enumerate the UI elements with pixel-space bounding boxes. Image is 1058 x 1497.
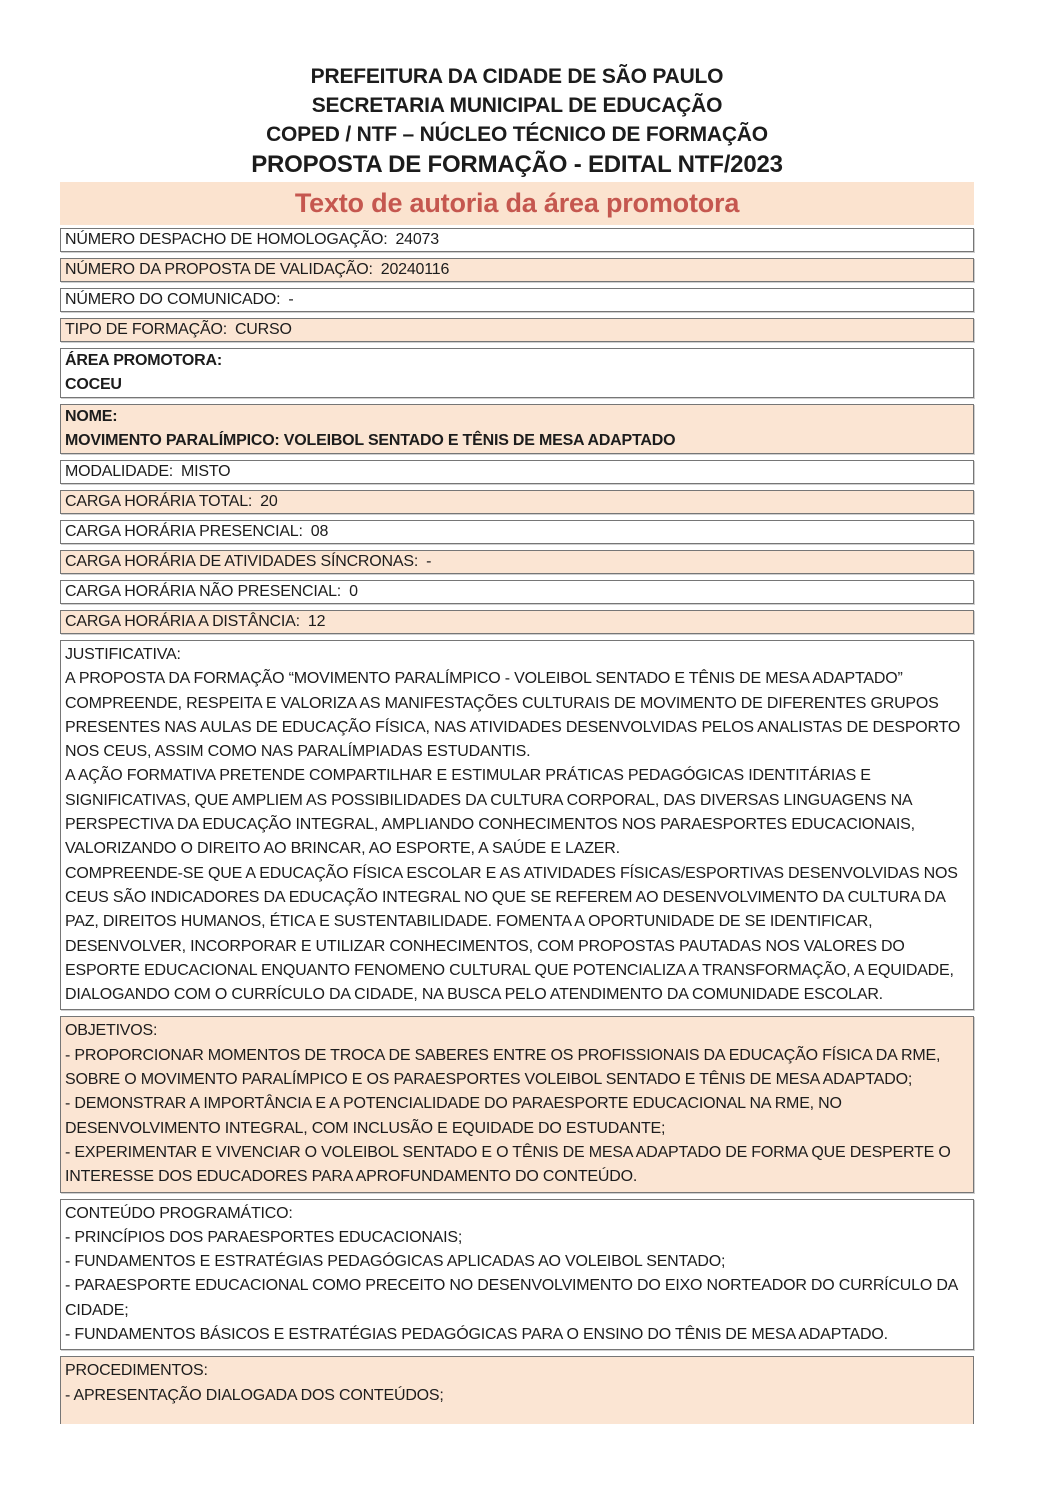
section-title: JUSTIFICATIVA: bbox=[65, 646, 181, 663]
field-value: COCEU bbox=[65, 376, 122, 393]
conteudo-item-2: - FUNDAMENTOS E ESTRATÉGIAS PEDAGÓGICAS APLICADAS AO VOLEIBOL SENTADO; bbox=[65, 1253, 726, 1271]
field-row-carga-horaria-sincronas bbox=[60, 550, 974, 574]
field-row-area-promotora bbox=[60, 348, 974, 398]
procedimento-item-1: - APRESENTAÇÃO DIALOGADA DOS CONTEÚDOS; bbox=[65, 1386, 444, 1404]
justificativa-paragraph-3: COMPREENDE-SE QUE A EDUCAÇÃO FÍSICA ESCOLAR E AS ATIVIDADES FÍSICAS/ESPORTIVAS DESENVOLVIDAS NOS CEUS SÃO INDICADORES DA EDUCAÇÃO INTEGRAL NO QUE SE REFEREM AO DESENVOLVIMENTO DA CULTURA DA PAZ, DIREITOS HUMANOS, ÉTICA E SUSTENTABILIDADE. FOMENTA A OPORTUNIDADE DE SE IDENTIFICAR, DESENVOLVER, INCORPORAR E UTILIZAR CONHECIMENTOS, COM PROPOSTAS PAUTADAS NOS VALORES DO ESPORTE EDUCACIONAL ENQUANTO FENOMENO CULTURAL QUE POTENCIALIZA A TRANSFORMAÇÃO, A EQUIDADE, DIALOGANDO COM O CURRÍCULO DA CIDADE, NA BUSCA PELO ATENDIMENTO DA COMUNIDADE ESCOLAR. bbox=[65, 864, 958, 1004]
conteudo-item-1: - PRINCÍPIOS DOS PARAESPORTES EDUCACIONAIS; bbox=[65, 1228, 463, 1246]
objetivo-item-2: - DEMONSTRAR A IMPORTÂNCIA E A POTENCIALIDADE DO PARAESPORTE EDUCACIONAL NA RME, NO DESENVOLVIMENTO INTEGRAL, COM INCLUSÃO E EQUIDADE DO ESTUDANTE; bbox=[65, 1095, 842, 1137]
field-value: - bbox=[288, 291, 294, 308]
field-label: ÁREA PROMOTORA: bbox=[65, 352, 223, 369]
field-row-carga-horaria-nao-presencial bbox=[60, 580, 974, 604]
objetivo-item-1: - PROPORCIONAR MOMENTOS DE TROCA DE SABERES ENTRE OS PROFISSIONAIS DA EDUCAÇÃO FÍSICA DA RME, SOBRE O MOVIMENTO PARALÍMPICO E OS PARAESPORTES VOLEIBOL SENTADO E TÊNIS DE MESA ADAPTADO; bbox=[65, 1046, 941, 1089]
field-value: 20 bbox=[260, 493, 278, 510]
section-title: PROCEDIMENTOS: bbox=[65, 1362, 208, 1380]
field-row-numero-proposta bbox=[60, 258, 974, 282]
field-label: MODALIDADE: bbox=[65, 463, 174, 480]
field-value: 12 bbox=[307, 613, 326, 630]
field-label: NÚMERO DO COMUNICADO: bbox=[65, 291, 281, 308]
field-value: CURSO bbox=[234, 321, 292, 338]
authorship-banner: Texto de autoria da área promotora bbox=[60, 182, 974, 225]
field-value: 24073 bbox=[395, 231, 439, 248]
field-row-tipo-formacao bbox=[60, 318, 974, 342]
field-value: 0 bbox=[349, 583, 358, 600]
conteudo-item-3: - PARAESPORTE EDUCACIONAL COMO PRECEITO NO DESENVOLVIMENTO DO EIXO NORTEADOR DO CURRÍCULO DA CIDADE; bbox=[65, 1277, 958, 1319]
field-row-numero-despacho bbox=[60, 228, 974, 252]
field-row-modalidade bbox=[60, 460, 974, 484]
section-conteudo-programatico bbox=[60, 1199, 974, 1351]
document-content bbox=[60, 62, 974, 1430]
field-label: CARGA HORÁRIA PRESENCIAL: bbox=[65, 523, 303, 540]
field-value: 20240116 bbox=[380, 261, 450, 278]
justificativa-paragraph-2: A AÇÃO FORMATIVA PRETENDE COMPARTILHAR E ESTIMULAR PRÁTICAS PEDAGÓGICAS IDENTITÁRIAS E SIGNIFICATIVAS, QUE AMPLIEM AS POSSIBILIDADES DA CULTURA CORPORAL, DAS DIVERSAS LINGUAGENS NA PERSPECTIVA DA EDUCAÇÃO INTEGRAL, AMPLIANDO CONHECIMENTOS NOS PARAESPORTES EDUCACIONAIS, VALORIZANDO O DIREITO AO BRINCAR, AO ESPORTE, A SAÚDE E LAZER. bbox=[65, 767, 915, 858]
header-line-secretaria: SECRETARIA MUNICIPAL DE EDUCAÇÃO bbox=[311, 94, 723, 117]
field-value: MOVIMENTO PARALÍMPICO: VOLEIBOL SENTADO E TÊNIS DE MESA ADAPTADO bbox=[65, 432, 676, 449]
field-row-carga-horaria-total bbox=[60, 490, 974, 514]
field-label: NÚMERO DA PROPOSTA DE VALIDAÇÃO: bbox=[65, 261, 373, 278]
header-line-proposta-edital: PROPOSTA DE FORMAÇÃO - EDITAL NTF/2023 bbox=[251, 151, 783, 178]
header-line-prefeitura: PREFEITURA DA CIDADE DE SÃO PAULO bbox=[310, 65, 724, 88]
field-value: - bbox=[426, 553, 432, 570]
field-value: 08 bbox=[310, 523, 329, 540]
field-label: NOME: bbox=[65, 408, 118, 425]
field-label: TIPO DE FORMAÇÃO: bbox=[65, 321, 227, 338]
field-label: NÚMERO DESPACHO DE HOMOLOGAÇÃO: bbox=[65, 231, 388, 248]
section-title: CONTEÚDO PROGRAMÁTICO: bbox=[65, 1204, 293, 1222]
header-line-coped-ntf: COPED / NTF – NÚCLEO TÉCNICO DE FORMAÇÃO bbox=[266, 123, 768, 146]
section-procedimentos bbox=[60, 1356, 974, 1424]
field-label: CARGA HORÁRIA TOTAL: bbox=[65, 493, 253, 510]
field-label: CARGA HORÁRIA A DISTÂNCIA: bbox=[65, 613, 300, 630]
objetivo-item-3: - EXPERIMENTAR E VIVENCIAR O VOLEIBOL SENTADO E O TÊNIS DE MESA ADAPTADO DE FORMA QUE DESPERTE O INTERESSE DOS EDUCADORES PARA APROFUNDAMENTO DO CONTEÚDO. bbox=[65, 1143, 951, 1186]
section-objetivos bbox=[60, 1016, 974, 1192]
field-label: CARGA HORÁRIA DE ATIVIDADES SÍNCRONAS: bbox=[65, 553, 419, 570]
section-title: OBJETIVOS: bbox=[65, 1022, 158, 1040]
field-row-carga-horaria-distancia bbox=[60, 610, 974, 634]
field-row-nome bbox=[60, 404, 974, 454]
field-value: MISTO bbox=[181, 463, 231, 480]
field-row-numero-comunicado bbox=[60, 288, 974, 312]
field-label: CARGA HORÁRIA NÃO PRESENCIAL: bbox=[65, 583, 342, 600]
document-header bbox=[60, 62, 974, 180]
justificativa-paragraph-1: A PROPOSTA DA FORMAÇÃO “MOVIMENTO PARALÍMPICO - VOLEIBOL SENTADO E TÊNIS DE MESA ADAPTADO” COMPREENDE, RESPEITA E VALORIZA AS MANIFESTAÇÕES CULTURAIS DE MOVIMENTO DE DIFERENTES GRUPOS PRESENTES NAS AULAS DE EDUCAÇÃO FÍSICA, NAS ATIVIDADES DESENVOLVIDAS PELOS ANALISTAS DE DESPORTO NOS CEUS, ASSIM COMO NAS PARALÍMPIADAS ESTUDANTIS. bbox=[65, 670, 961, 761]
section-justificativa bbox=[60, 640, 974, 1010]
field-row-carga-horaria-presencial bbox=[60, 520, 974, 544]
conteudo-item-4: - FUNDAMENTOS BÁSICOS E ESTRATÉGIAS PEDAGÓGICAS PARA O ENSINO DO TÊNIS DE MESA ADAPTADO. bbox=[65, 1326, 888, 1344]
